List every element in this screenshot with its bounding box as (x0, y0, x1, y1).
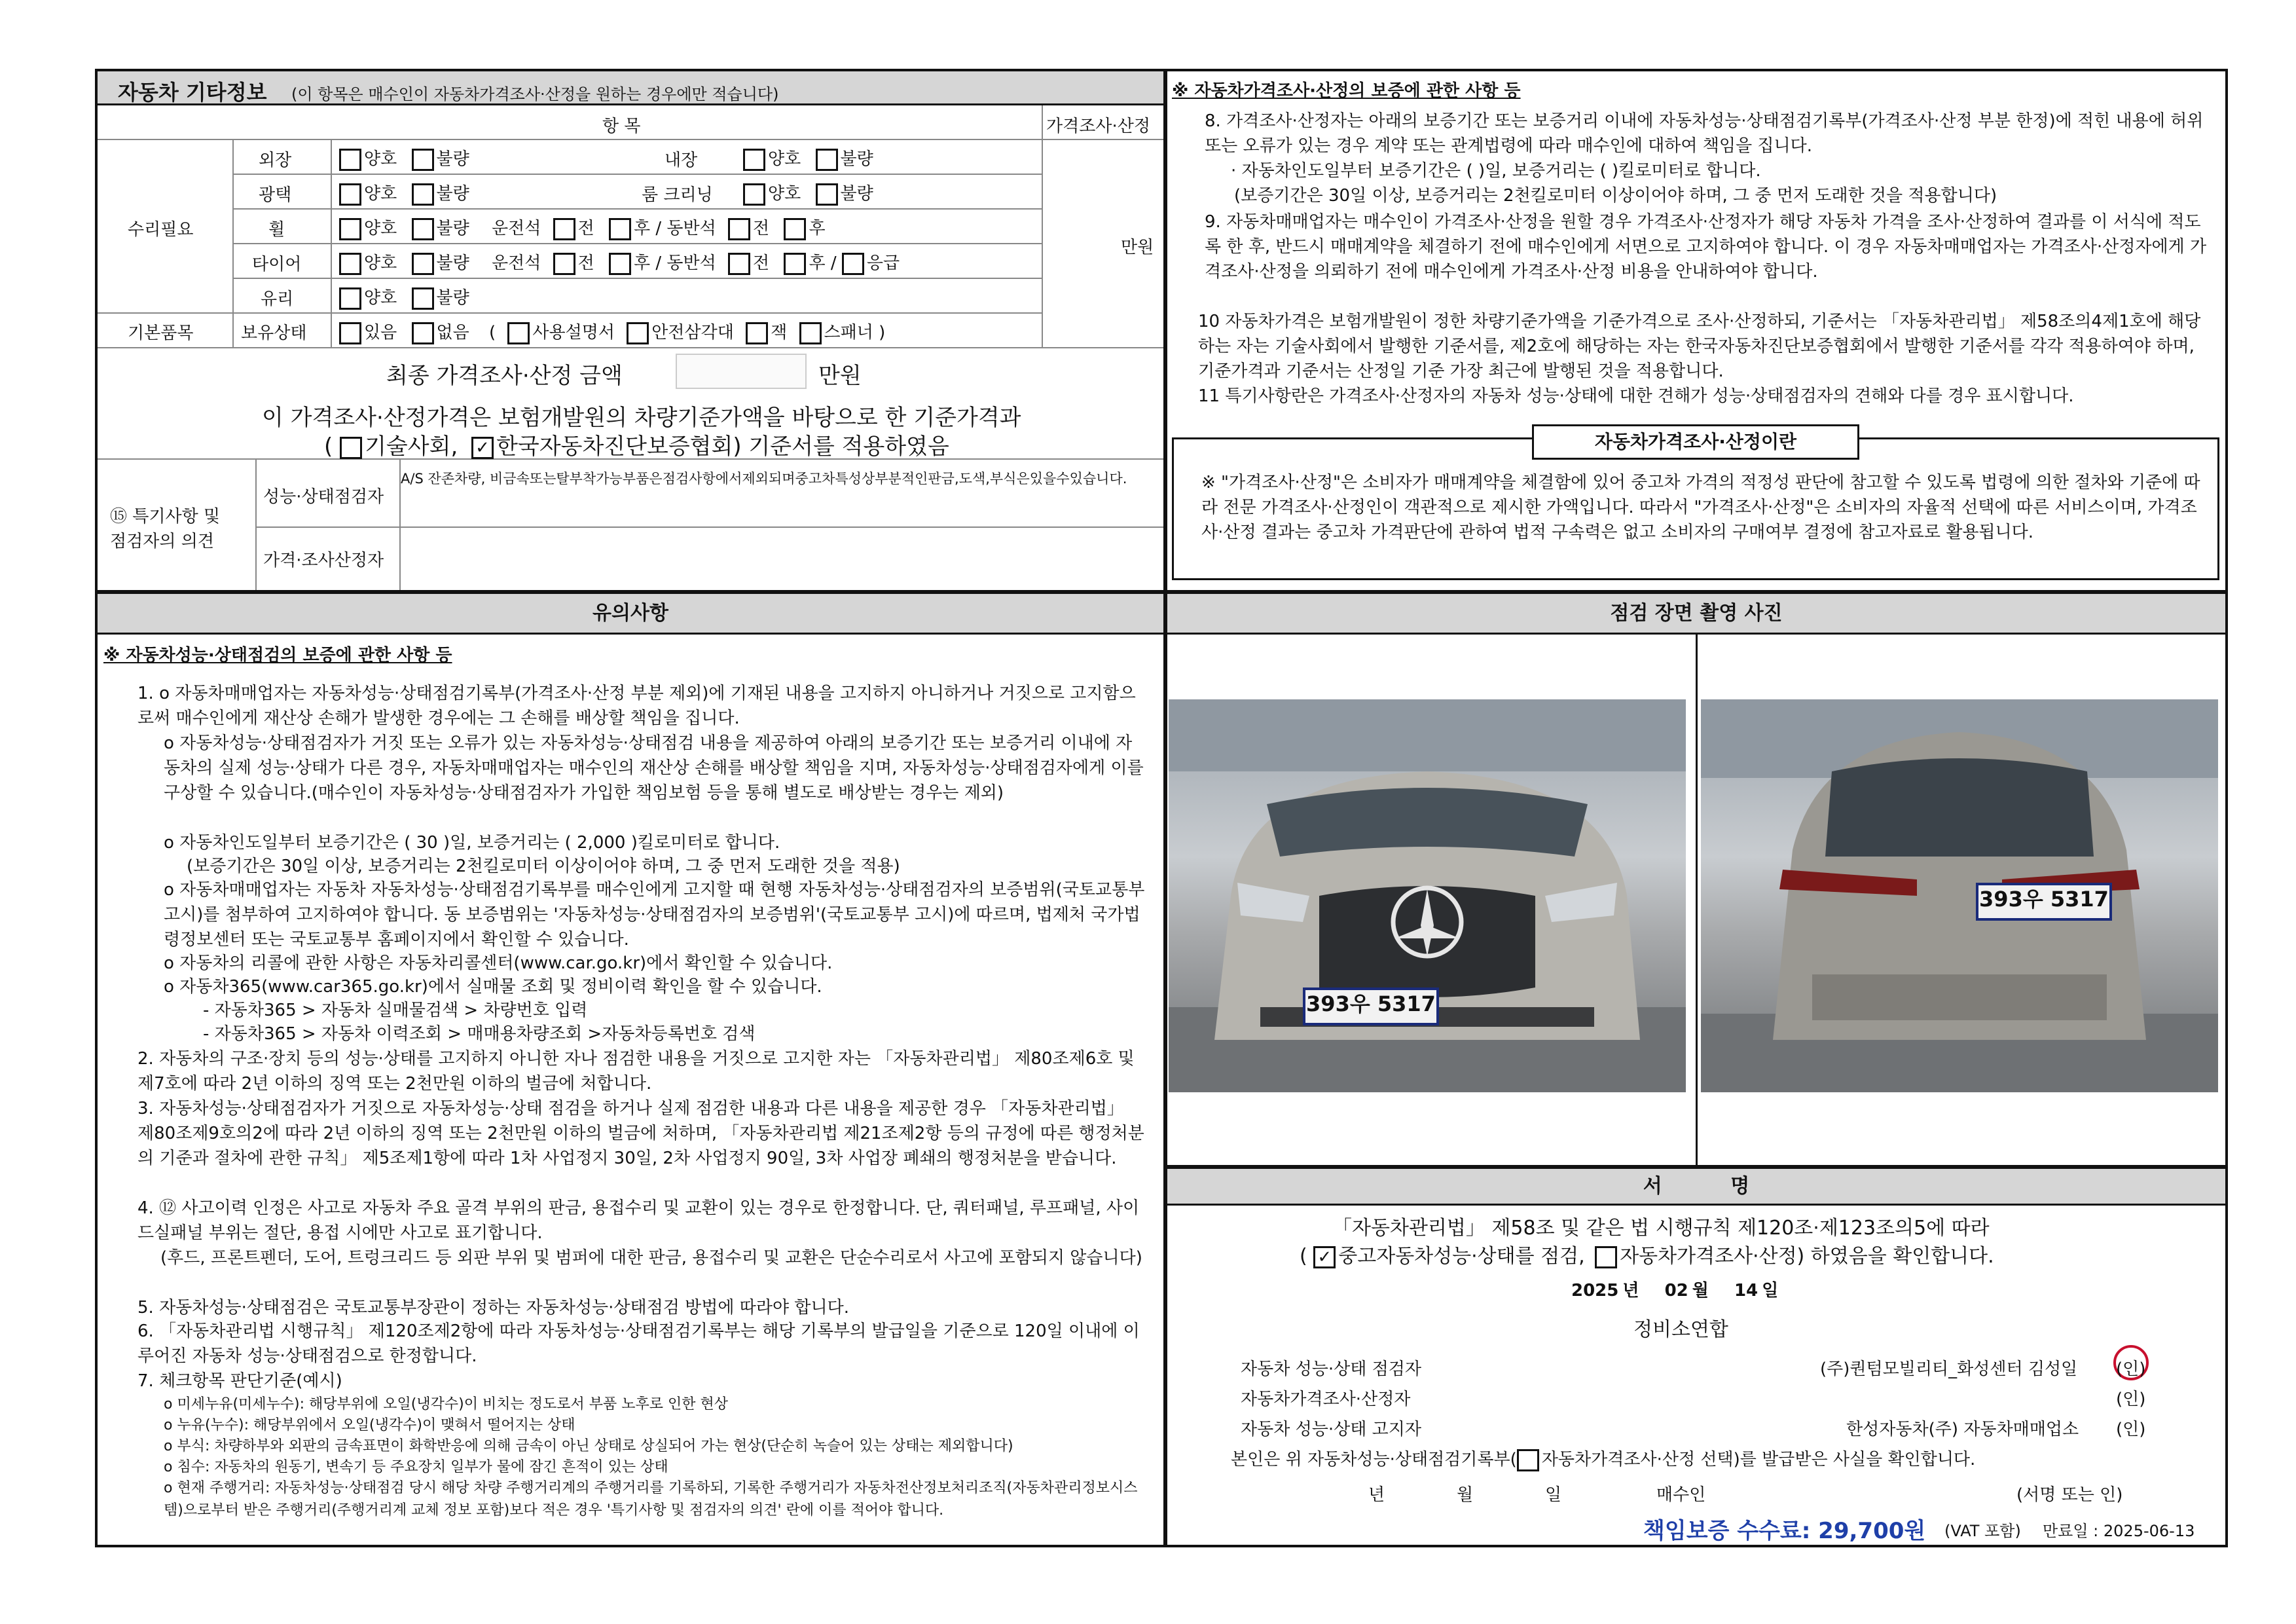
checkbox-manual[interactable] (507, 322, 530, 344)
sign-org: 정비소연합 (1633, 1318, 1728, 1341)
price-box-title-wrap (1532, 424, 1859, 460)
gloss-options: 양호 불량 (339, 180, 469, 206)
photo-divider (1696, 635, 1698, 1165)
front-car-illustration (1169, 699, 1686, 1092)
checkbox-wheel-good[interactable] (339, 218, 361, 240)
checkbox-exterior-good[interactable] (339, 149, 361, 171)
checkbox-room-good[interactable] (743, 183, 765, 206)
checkbox-tire-pass-rear[interactable] (784, 253, 806, 275)
note-1-4: o 자동차매매업자는 자동차 자동차성능·상태점검기록부를 매수인에게 고지할 때 현행 자동차성능·상태점검자의 보증범위(국토교통부 고시)를 첨부하여 고지하여야 합니다. 동 보증범위는 '자동차성능·상태점검자의 보증범위'(국토교통부 고시)에 따르며, 법제처 국가법령정보센터 또는 국토교통부 홈페이지에서 확인할 수 있습니다. (164, 880, 1145, 950)
note-1-3: o 자동차인도일부터 보증기간은 ( 30 )일, 보증거리는 ( 2,000 )킬로미터로 합니다. (164, 833, 780, 853)
checkbox-room-bad[interactable] (816, 183, 838, 206)
row-holding: 보유상태 (241, 323, 307, 343)
grid-line (232, 174, 1042, 175)
sign-price-seal: (인) (2116, 1390, 2146, 1409)
note-1-6: o 자동차365(www.car365.go.kr)에서 실매물 조회 및 정비이력 확인을 할 수 있습니다. (164, 977, 822, 997)
buyer-label: 매수인 (1656, 1485, 1706, 1505)
inspector-opinion: A/S 잔존차량, 비금속또는탈부착가능부품은점검사항에서제외되며중고차특성상부분적인판금,도색,부식은있을수있습니다. (401, 471, 1127, 487)
interior-options: 양호 불량 (743, 145, 873, 171)
room-clean-options: 양호 불량 (743, 180, 873, 206)
front-license-plate: 393우 5317 (1303, 987, 1439, 1025)
price-unit: 만원 (1121, 238, 1154, 257)
checkbox-tire-bad[interactable] (412, 253, 434, 275)
checkbox-tire-pass-front[interactable] (728, 253, 750, 275)
special-label: ⑮ 특기사항 및 점검자의 의견 (110, 507, 221, 551)
sign-notifier-label: 자동차 성능·상태 고지자 (1241, 1420, 1421, 1439)
tire-options: 양호 불량 운전석 전 후 / 동반석 전 후 / 응급 (339, 249, 900, 275)
note-7-2: o 누유(누수): 해당부위에서 오일(냉각수)이 맺혀서 떨어지는 상태 (164, 1417, 575, 1433)
expiry-date: 만료일 : 2025-06-13 (2043, 1522, 2195, 1540)
checkbox-jack[interactable] (746, 322, 768, 344)
checkbox-tire-good[interactable] (339, 253, 361, 275)
checkbox-wheel-driver-front[interactable] (553, 218, 575, 240)
fee-label: 책임보증 수수료: 29,700원 (1643, 1518, 1926, 1544)
sign-receipt-line: 본인은 위 자동차성능·상태점검기록부( 자동차가격조사·산정 선택)를 발급받은 사실을 확인합니다. (1231, 1446, 1975, 1471)
sign-date: 2025 년 02 월 14 일 (1571, 1281, 1779, 1301)
front-car-photo (1169, 699, 1686, 1092)
price-inspector-label: 가격·조사산정자 (263, 551, 384, 570)
note-3: 3. 자동차성능·상태점검자가 거짓으로 자동차성능·상태 점검을 하거나 실제 점검한 내용과 다른 내용을 제공한 경우 「자동차관리법」 제80조제9호의2에 따라 2년 이하의 징역 또는 2천만원 이하의 벌금에 처하며, 「자동차관리법 제21조제2항 등의 규정에 따른 행정처분의 기준과 절차에 관한 규칙」 제5조제1항에 따라 1차 사업정지 30일, 2차 사업정지 90일, 3차 사업장 폐쇄의 행정처분을 받습니다. (137, 1099, 1144, 1168)
guarantee-item-9: 9. 자동차매매업자는 매수인이 가격조사·산정을 원할 경우 가격조사·산정자가 해당 자동차 가격을 조사·산정하여 결과를 이 서식에 적도록 한 후, 반드시 매매계약을 체결하기 전에 매수인에게 서면으로 고지하여야 합니다. 이 경우 자동차매매업자는 가격조사·산정자에게 가격조사·산정을 의뢰하기 전에 매수인에게 가격조사·산정 비용을 안내하여야 합니다. (1205, 212, 2207, 282)
guarantee-item-8b: · 자동차인도일부터 보증기간은 ( )일, 보증거리는 ( )킬로미터로 합니다. (1231, 161, 1761, 181)
note-7-4: o 침수: 자동차의 원동기, 변속기 등 주요장치 일부가 물에 잠긴 흔적이 있는 상태 (164, 1459, 668, 1475)
right-top-title: ※ 자동차가격조사·산정의 보증에 관한 사항 등 (1172, 81, 1521, 101)
row-exterior: 외장 (259, 151, 292, 170)
note-7-5: o 현재 주행거리: 자동차성능·상태점검 당시 해당 차량 주행거리계의 주행거리를 기록하되, 기록한 주행거리가 자동차전산정보처리조직(자동차관리정보시스템)으로부터 받은 주행거리(주행거리계 교체 정보 포함)보다 적은 경우 '특기사항 및 점검자의 의견' 란에 이를 적어야 합니다. (164, 1480, 1138, 1519)
grid-line (98, 347, 1163, 348)
notes-title: ※ 자동차성능·상태점검의 보증에 관한 사항 등 (103, 646, 452, 665)
sign-inspector-seal: (인) (2116, 1359, 2146, 1379)
buyer-month: 월 (1457, 1485, 1474, 1505)
checkbox-interior-bad[interactable] (816, 149, 838, 171)
date-day: 14 (1734, 1281, 1758, 1301)
buyer-year: 년 (1368, 1485, 1385, 1505)
grid-line (331, 139, 332, 347)
note-1-6b: - 자동차365 > 자동차 이력조회 > 매매용차량조회 >자동차등록번호 검색 (203, 1024, 756, 1044)
grid-line (232, 139, 234, 347)
guarantee-item-8c: (보증기간은 30일 이상, 보증거리는 2천킬로미터 이상이어야 하며, 그 중 먼저 도래한 것을 적용합니다) (1234, 186, 1997, 206)
note-1-5: o 자동차의 리콜에 관한 사항은 자동차리콜센터(www.car.go.kr)에서 확인할 수 있습니다. (164, 953, 833, 973)
checkbox-holding-no[interactable] (412, 322, 434, 344)
row-interior: 내장 (665, 151, 698, 170)
price-box-text: ※ "가격조사·산정"은 소비자가 매매계약을 체결함에 있어 중고차 가격의 적정성 판단에 참고할 수 있도록 법령에 의한 절차와 기준에 따라 전문 가격조사·산정인이 객관적으로 제시한 가액입니다. 따라서 "가격조사·산정"은 소비자의 자율적 선택에 따른 서비스이며, 가격조사·산정 결과는 중고차 가격판단에 관하여 법적 구속력은 없고 소비자의 구매여부 결정에 참고자료로 활용됩니다. (1201, 473, 2200, 542)
checkbox-gloss-good[interactable] (339, 183, 361, 206)
price-box-title: 자동차가격조사·산정이란 (1594, 431, 1797, 452)
checkbox-triangle[interactable] (627, 322, 649, 344)
checkbox-gloss-bad[interactable] (412, 183, 434, 206)
checkbox-holding-yes[interactable] (339, 322, 361, 344)
checkbox-wheel-pass-rear[interactable] (784, 218, 806, 240)
final-amount-input[interactable] (676, 354, 807, 389)
note-1-6a: - 자동차365 > 자동차 실매물검색 > 차량번호 입력 (203, 1001, 588, 1020)
grid-line (1042, 105, 1043, 347)
row-gloss: 광택 (259, 185, 292, 205)
checkbox-exterior-bad[interactable] (412, 149, 434, 171)
sign-price-label: 자동차가격조사·산정자 (1241, 1390, 1411, 1409)
note-7-3: o 부식: 차량하부와 외판의 금속표면이 화학반응에 의해 금속이 아닌 상태로 상실되어 가는 현상(단순히 녹슬어 있는 상태는 제외합니다) (164, 1438, 1013, 1454)
col-price-header: 가격조사·산정 (1046, 117, 1150, 136)
grid-line (232, 278, 1042, 279)
checkbox-tire-emergency[interactable] (842, 253, 864, 275)
note-1-2: o 자동차성능·상태점검자가 거짓 또는 오류가 있는 자동차성능·상태점검 내용을 제공하여 아래의 보증기간 또는 보증거리 이내에 자동차의 실제 성능·상태가 다른 경우, 자동차매매업자는 매수인의 재산상 손해를 배상할 책임을 지며, 자동차성능·상태점검자에게 이를 구상할 수 있습니다.(매수인이 자동차성능·상태점검자가 가입한 책임보험 등을 통해 별도로 배상받는 경우는 제외) (164, 733, 1144, 803)
checkbox-price-receipt[interactable] (1517, 1449, 1539, 1471)
repair-label: 수리필요 (128, 220, 194, 240)
note-1-3b: (보증기간은 30일 이상, 보증거리는 2천킬로미터 이상이어야 하며, 그 중 먼저 도래한 것을 적용) (187, 857, 900, 876)
sign-law-line: 「자동차관리법」 제58조 및 같은 법 시행규칙 제120조·제123조의5에 따라 (1332, 1217, 1990, 1240)
basis-line2: ( 기술사회, ✓ 한국자동차진단보증협회) 기준서를 적용하였음 (324, 434, 949, 460)
note-6: 6. 「자동차관리법 시행규칙」 제120조제2항에 따라 자동차성능·상태점검기록부는 해당 기록부의 발급일을 기준으로 120일 이내에 이루어진 자동차 성능·상태점검으로 한정합니다. (137, 1321, 1140, 1366)
note-4b: (후드, 프론트펜더, 도어, 트렁크리드 등 외판 부위 및 범퍼에 대한 판금, 용접수리 및 교환은 단순수리로서 사고에 포함되지 않습니다) (160, 1248, 1142, 1268)
row-wheel: 휠 (268, 220, 285, 240)
checkbox-glass-bad[interactable] (412, 287, 434, 310)
basic-label: 기본품목 (128, 323, 194, 343)
holding-options: 있음 없음 ( 사용설명서 안전삼각대 잭 스패너 ) (339, 319, 885, 344)
buyer-day: 일 (1545, 1485, 1562, 1505)
guarantee-item-10: 10 자동차가격은 보험개발원이 정한 차량기준가액을 기준가격으로 조사·산정하되, 기준서는 「자동차관리법」 제58조의4제1호에 해당하는 자는 기술사회에서 발행한 기준서를, 제2호에 해당하는 자는 한국자동차진단보증협회에서 발행한 기준서를 각각 적용하여야 하며, 기준가격과 기준서는 산정일 기준 가장 최근에 발행된 것을 적용합니다. (1198, 312, 2201, 381)
note-7-1: o 미세누유(미세누수): 해당부위에 오일(냉각수)이 비치는 정도로서 부품 노후로 인한 현상 (164, 1396, 728, 1412)
checkbox-wheel-bad[interactable] (412, 218, 434, 240)
basis-line1: 이 가격조사·산정가격은 보험개발원의 차량기준가액을 바탕으로 한 기준가격과 (262, 405, 1021, 431)
rear-car-photo (1701, 699, 2218, 1092)
checkbox-price-check[interactable] (1595, 1246, 1617, 1268)
rear-license-plate: 393우 5317 (1976, 883, 2112, 921)
exterior-options: 양호 불량 (339, 145, 469, 171)
buyer-signature[interactable]: (서명 또는 인) (2016, 1485, 2123, 1505)
checkbox-interior-good[interactable] (743, 149, 765, 171)
checkbox-wheel-pass-front[interactable] (728, 218, 750, 240)
checkbox-wheel-driver-rear[interactable] (609, 218, 631, 240)
glass-options: 양호 불량 (339, 284, 469, 310)
wheel-options: 양호 불량 운전석 전 후 / 동반석 전 후 (339, 215, 826, 240)
grid-line (232, 243, 1042, 244)
note-2: 2. 자동차의 구조·장치 등의 성능·상태를 고지하지 아니한 자나 점검한 내용을 거짓으로 고지한 자는 「자동차관리법」 제80조제6호 및 제7호에 따라 2년 이하의 징역 또는 2천만원 이하의 벌금에 처합니다. (137, 1049, 1135, 1094)
note-1: 1. o 자동차매매업자는 자동차성능·상태점검기록부(가격조사·산정 부분 제외)에 기재된 내용을 고지하지 아니하거나 거짓으로 고지함으로써 매수인에게 재산상 손해가 발생한 경우에는 그 손해를 배상할 책임을 집니다. (137, 684, 1136, 728)
note-4: 4. ⑫ 사고이력 인정은 사고로 자동차 주요 골격 부위의 판금, 용접수리 및 교환이 있는 경우로 한정합니다. 단, 쿼터패널, 루프패널, 사이드실패널 부위는 절단, 용접 시에만 사고로 표기합니다. (137, 1198, 1140, 1243)
guarantee-item-8: 8. 가격조사·산정자는 아래의 보증기간 또는 보증거리 이내에 자동차성능·상태점검기록부(가격조사·산정 부분 한정)에 적힌 내용에 허위 또는 오류가 있는 경우 계약 또는 관계법령에 따라 매수인에 대하여 책임을 집니다. (1205, 111, 2204, 156)
sign-confirm-line: ( ✓ 중고자동차성능·상태를 점검, 자동차가격조사·산정) 하였음을 확인합니다. (1300, 1245, 1994, 1268)
sign-notifier-value: 한성자동차(주) 자동차매매업소 (1846, 1420, 2079, 1439)
rear-car-illustration (1701, 699, 2218, 1092)
photos-header: 점검 장면 촬영 사진 (1167, 594, 2225, 635)
sign-inspector-label: 자동차 성능·상태 점검자 (1241, 1359, 1421, 1379)
row-glass: 유리 (261, 289, 294, 309)
checkbox-glass-good[interactable] (339, 287, 361, 310)
checkbox-tire-driver-rear[interactable] (609, 253, 631, 275)
checkbox-tire-driver-front[interactable] (553, 253, 575, 275)
left-top-subtitle: (이 항목은 매수인이 자동차가격조사·산정을 원하는 경우에만 적습니다) (291, 85, 779, 103)
sign-inspector-value: (주)퀀텀모빌리티_화성센터 김성일 (1820, 1359, 2078, 1379)
grid-line (232, 208, 1042, 210)
grid-line (255, 458, 257, 590)
note-7: 7. 체크항목 판단기준(예시) (137, 1371, 342, 1391)
date-month: 02 (1664, 1281, 1688, 1301)
note-5: 5. 자동차성능·상태점검은 국토교통부장관이 정하는 자동차성능·상태점검 방법에 따라야 합니다. (137, 1298, 849, 1318)
grid-line (98, 312, 1042, 314)
grid-line (98, 139, 1163, 140)
checkbox-spanner[interactable] (799, 322, 822, 344)
row-room-clean: 룸 크리닝 (642, 185, 713, 205)
final-amount-label: 최종 가격조사·산정 금액 (386, 363, 623, 389)
notes-header: 유의사항 (98, 594, 1163, 635)
checkbox-basis-kaa[interactable]: ✓ (471, 437, 494, 459)
inspector-label: 성능·상태점검자 (263, 487, 384, 507)
left-top-title: 자동차 기타정보 (118, 80, 267, 105)
fee-vat: (VAT 포함) (1944, 1522, 2021, 1540)
guarantee-item-11: 11 특기사항란은 가격조사·산정자의 자동차 성능·상태에 대한 견해가 성능·상태점검자의 견해와 다를 경우 표시합니다. (1198, 386, 2074, 406)
date-year: 2025 (1571, 1281, 1619, 1301)
checkbox-basis-tech[interactable] (340, 437, 362, 459)
checkbox-performance-check[interactable]: ✓ (1313, 1246, 1336, 1268)
sign-notifier-seal: (인) (2116, 1420, 2146, 1439)
sign-header: 서 명 (1167, 1169, 2225, 1206)
col-items-header: 항 목 (602, 117, 641, 136)
grid-line (255, 526, 1163, 528)
row-tire: 타이어 (252, 255, 302, 274)
final-amount-unit: 만원 (818, 363, 862, 389)
